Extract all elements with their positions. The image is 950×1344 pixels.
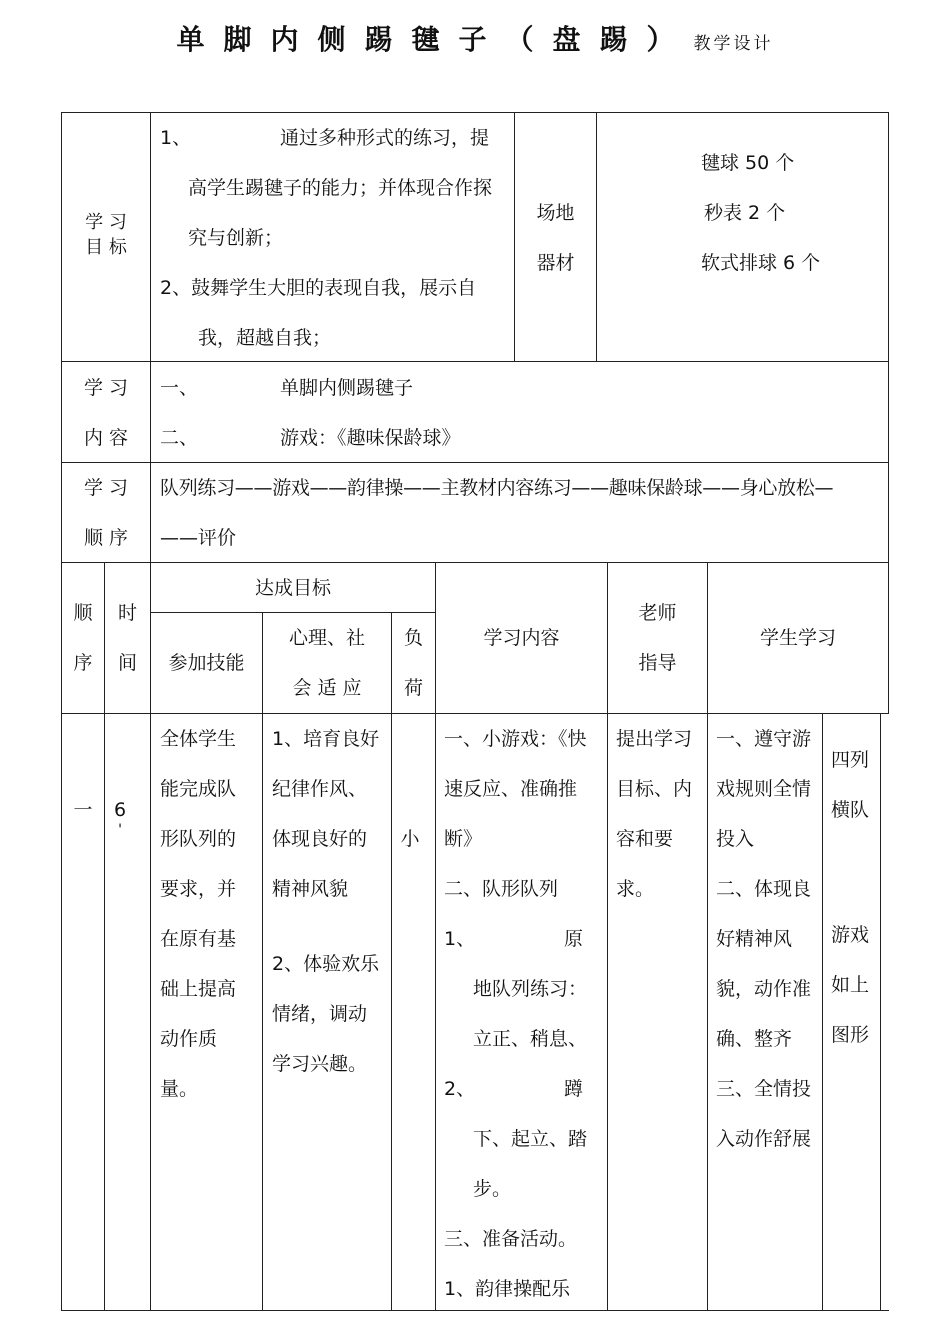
sequence-label-1: 学 习 — [83, 477, 129, 499]
row1-skill-line: 要求，并 — [160, 878, 237, 900]
psych-load-line — [391, 612, 392, 1311]
row1-student-line: 入动作舒展 — [716, 1128, 812, 1150]
header-study-content: 学习内容 — [483, 627, 560, 649]
row1-formation-line: 如上 — [831, 974, 870, 996]
row1-psych-line: 1、培育良好 — [272, 728, 380, 750]
header-load: 荷 — [403, 677, 423, 699]
row1-student-line: 投入 — [716, 828, 755, 850]
title-main: 单脚内侧踢毽子（盘踢） — [176, 23, 694, 56]
sequence-line-1: 队列练习——游戏——韵律操——主教材内容练习——趣味保龄球——身心放松— — [160, 477, 834, 499]
content-item-1-number: 一、 — [160, 377, 199, 399]
objective-1-line-3: 究与创新； — [188, 227, 284, 249]
row1-student-line: 一、遵守游 — [716, 728, 812, 750]
content-label-1: 学 习 — [83, 377, 129, 399]
row1-content-line: 三、准备活动。 — [444, 1228, 578, 1250]
header-skill: 参加技能 — [168, 652, 245, 674]
document-title — [0, 18, 950, 58]
row1-student-line: 三、全情投 — [716, 1078, 812, 1100]
row1-student-line: 戏规则全情 — [716, 778, 812, 800]
content-item-2-text: 游戏：《趣味保龄球》 — [280, 427, 461, 449]
row1-student-line: 貌，动作准 — [716, 978, 812, 1000]
venue-label-line — [596, 112, 597, 362]
row1-student-line: 确、整齐 — [716, 1028, 793, 1050]
header-teacher: 指导 — [638, 652, 677, 674]
row1-formation-line: 游戏 — [831, 924, 870, 946]
row1-skill-line: 形队列的 — [160, 828, 237, 850]
objectives-label-1: 学 习 — [85, 212, 127, 233]
row1-formation-line: 横队 — [831, 799, 870, 821]
row1-formation-line: 四列 — [831, 749, 870, 771]
row1-content-b2-number: 2、 — [444, 1078, 476, 1100]
venue-label-2: 器材 — [536, 252, 575, 274]
row1-content-line: 下、起立、踏 — [473, 1128, 588, 1150]
row1-psych-line: 学习兴趣。 — [272, 1053, 368, 1075]
row1-content-line: 一、小游戏：《快 — [444, 728, 587, 750]
row1-psych-line: 情绪，调动 — [272, 1003, 368, 1025]
sequence-label-2: 顺 序 — [83, 527, 129, 549]
header-student: 学生学习 — [759, 627, 836, 649]
content-item-2-number: 二、 — [160, 427, 199, 449]
row1-content-line: 步。 — [473, 1178, 512, 1200]
title-sub: 教学设计 — [693, 34, 774, 54]
row1-psych-line: 2、体验欢乐 — [272, 953, 380, 975]
row1-formation-line: 图形 — [831, 1024, 870, 1046]
venue-item: 毽球 50 个 — [701, 152, 795, 174]
venue-label-1: 场地 — [536, 202, 575, 224]
objective-2-line-1: 2、鼓舞学生大胆的表现自我，展示自 — [160, 277, 477, 299]
row1-content-line: 1、韵律操配乐 — [444, 1278, 571, 1300]
header-time: 时 — [117, 602, 137, 624]
header-psych: 心理、社 — [288, 627, 365, 649]
objective-1-line-2: 高学生踢毽子的能力；并体现合作探 — [188, 177, 493, 199]
header-time: 间 — [117, 652, 137, 674]
venue-item: 秒表 2 个 — [704, 202, 786, 224]
sequence-line-2: ——评价 — [160, 527, 237, 549]
row1-time: ' — [118, 822, 122, 838]
content-label-2: 内 容 — [83, 427, 129, 449]
row1-skill-line: 在原有基 — [160, 928, 237, 950]
row1-content-b1-number: 1、 — [444, 928, 476, 950]
row1-load: 小 — [400, 828, 420, 850]
table-border-left — [61, 112, 62, 1311]
row1-teacher-line: 提出学习 — [616, 728, 693, 750]
row1-skill-line: 能完成队 — [160, 778, 237, 800]
label-col-line-top — [150, 112, 151, 563]
objectives-label-2: 目 标 — [85, 237, 127, 258]
header-psych: 会 适 应 — [292, 677, 362, 699]
row1-psych-line: 精神风貌 — [272, 878, 349, 900]
row1-content-line: 速反应、准确推 — [444, 778, 578, 800]
row-divider-objectives — [61, 361, 889, 362]
row1-content-line: 立正、稍息、 — [473, 1028, 588, 1050]
teacher-student-line — [707, 562, 708, 1311]
row1-content-line: 地队列练习： — [473, 978, 588, 1000]
row1-content-b2-end: 蹲 — [564, 1078, 584, 1100]
row1-content-line: 二、队形队列 — [444, 878, 559, 900]
objective-2-line-2: 我，超越自我； — [198, 327, 332, 349]
row1-order: 一 — [73, 799, 93, 821]
row1-teacher-line: 目标、内 — [616, 778, 693, 800]
objective-1-number: 1、 — [160, 127, 192, 149]
row1-teacher-line: 容和要 — [616, 828, 674, 850]
row1-psych-line: 体现良好的 — [272, 828, 368, 850]
row1-skill-line: 全体学生 — [160, 728, 237, 750]
header-order: 顺 — [73, 602, 93, 624]
table-border-right — [888, 112, 889, 714]
row1-teacher-line: 求。 — [616, 878, 655, 900]
header-teacher: 老师 — [638, 602, 677, 624]
skill-psych-line — [262, 612, 263, 1311]
student-formation-line — [822, 713, 823, 1311]
objective-1-line-1: 通过多种形式的练习，提 — [280, 127, 490, 149]
row1-skill-line: 础上提高 — [160, 978, 237, 1000]
content-item-1-text: 单脚内侧踢毽子 — [280, 377, 414, 399]
row1-content-b1-end: 原 — [564, 928, 584, 950]
venue-item: 软式排球 6 个 — [701, 252, 821, 274]
header-load: 负 — [403, 627, 423, 649]
row1-psych-line: 纪律作风、 — [272, 778, 368, 800]
row1-content-line: 断》 — [444, 828, 483, 850]
header-order: 序 — [73, 652, 93, 674]
row1-time: 6 — [113, 799, 127, 821]
row1-skill-line: 量。 — [160, 1078, 199, 1100]
row1-skill-line: 动作质 — [160, 1028, 218, 1050]
goals-content-line — [435, 562, 436, 1311]
table-border-right-lower — [880, 713, 881, 1311]
header-goals: 达成目标 — [254, 577, 331, 599]
row1-student-line: 二、体现良 — [716, 878, 812, 900]
row1-student-line: 好精神风 — [716, 928, 793, 950]
